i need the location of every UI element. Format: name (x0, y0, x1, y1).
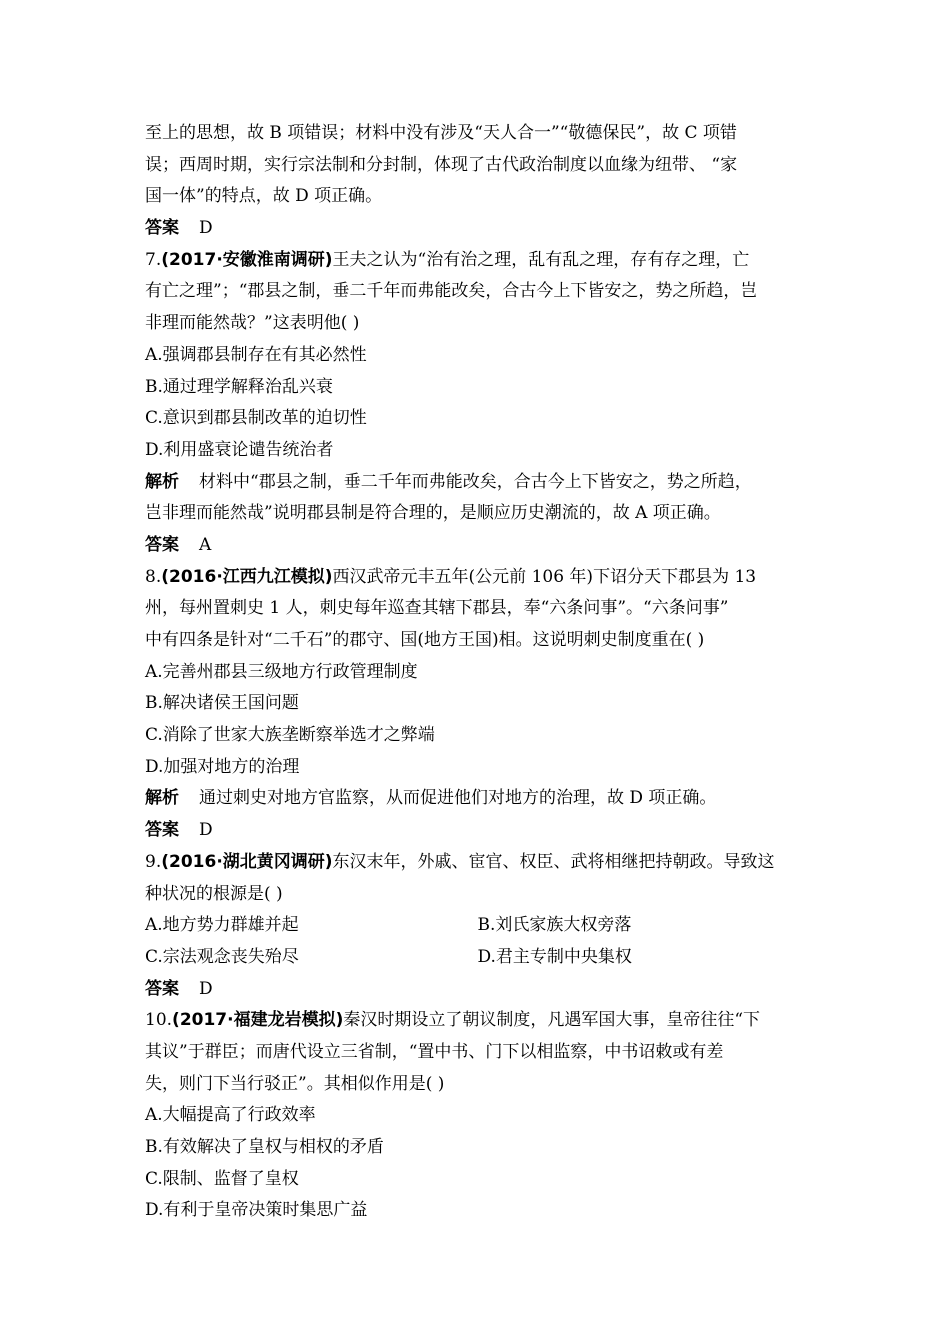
question-source: (2017·安徽淮南调研) (161, 249, 333, 270)
q8-option-a: A.完善州郡县三级地方行政管理制度 (145, 661, 418, 682)
q7-stem-line: 非理而能然哉？”这表明他( ) (145, 313, 360, 334)
question-number: 8. (145, 566, 162, 587)
answer-label: 答案 (145, 218, 179, 239)
q7-analysis-line: 岂非理而能然哉”说明郡县制是符合理的，是顺应历史潮流的，故 A 项正确。 (145, 503, 721, 524)
question-stem: 王夫之认为“治有治之理，乱有乱之理，存有存之理，亡 (332, 249, 750, 270)
q9-option-a: A.地方势力群雄并起 (145, 915, 299, 936)
q7-stem-line: 有亡之理”；“郡县之制，垂二千年而弗能改矣，合古今上下皆安之，势之所趋，岂 (145, 281, 758, 302)
q9-option-c: C.宗法观念丧失殆尽 (145, 946, 299, 967)
question-number: 10. (145, 1010, 173, 1031)
q10-option-d: D.有利于皇帝决策时集思广益 (145, 1200, 368, 1221)
analysis-text: 材料中“郡县之制，垂二千年而弗能改矣，合古今上下皆安之，势之所趋， (199, 471, 752, 492)
q9-options-row (145, 942, 810, 974)
q10-option-a: A.大幅提高了行政效率 (145, 1105, 316, 1126)
answer-value: D (199, 820, 213, 841)
q9-option-d: D.君主专制中央集权 (477, 946, 632, 967)
intro-line: 误；西周时期，实行宗法制和分封制，体现了古代政治制度以血缘为纽带、 “家 (145, 154, 738, 175)
question-source: (2016·湖北黄冈调研) (161, 851, 333, 872)
q10-stem-line: 失，则门下当行驳正”。其相似作用是( ) (145, 1073, 445, 1094)
analysis-label: 解析 (145, 788, 179, 809)
q7-option-d: D.利用盛衰论谴告统治者 (145, 439, 334, 460)
q9-answer (145, 974, 810, 1006)
q6-answer (145, 213, 810, 245)
question-stem: 西汉武帝元丰五年(公元前 106 年)下诏分天下郡县为 13 (332, 566, 757, 587)
q7-option-a: A.强调郡县制存在有其必然性 (145, 344, 367, 365)
q8-stem-line (145, 562, 810, 594)
q8-answer (145, 815, 810, 847)
question-stem: 秦汉时期设立了朝议制度，凡遇军国大事，皇帝往往“下 (343, 1010, 761, 1031)
q10-option-c: C.限制、监督了皇权 (145, 1168, 299, 1189)
analysis-label: 解析 (145, 471, 179, 492)
answer-value: A (199, 534, 212, 555)
answer-value: D (199, 218, 213, 239)
q10-stem-line: 其议”于群臣；而唐代设立三省制，“置中书、门下以相监察，中书诏敕或有差 (145, 1041, 724, 1062)
q9-stem-line: 种状况的根源是( ) (145, 883, 283, 904)
answer-label: 答案 (145, 534, 179, 555)
answer-value: D (199, 978, 213, 999)
q9-option-b: B.刘氏家族大权旁落 (477, 915, 632, 936)
question-number: 9. (145, 851, 162, 872)
q8-option-d: D.加强对地方的治理 (145, 756, 300, 777)
q7-analysis (145, 467, 810, 499)
q7-option-c: C.意识到郡县制改革的迫切性 (145, 408, 367, 429)
q8-stem-line: 中有四条是针对“二千石”的郡守、国(地方王国)相。这说明刺史制度重在( ) (145, 630, 705, 650)
q8-analysis (145, 783, 810, 815)
q10-option-b: B.有效解决了皇权与相权的矛盾 (145, 1137, 384, 1157)
q9-options-row (145, 910, 810, 942)
document-page (145, 118, 810, 1227)
intro-line: 国一体”的特点，故 D 项正确。 (145, 186, 383, 207)
q9-stem-line (145, 847, 810, 879)
q7-stem-line (145, 245, 810, 277)
question-source: (2017·福建龙岩模拟) (172, 1010, 344, 1031)
answer-label: 答案 (145, 978, 179, 999)
analysis-text: 通过刺史对地方官监察，从而促进他们对地方的治理，故 D 项正确。 (199, 788, 717, 809)
q8-option-c: C.消除了世家大族垄断察举选才之弊端 (145, 725, 435, 746)
question-number: 7. (145, 249, 162, 270)
question-stem: 东汉末年，外戚、宦官、权臣、武将相继把持朝政。导致这 (332, 851, 775, 872)
question-source: (2016·江西九江模拟) (161, 566, 333, 587)
q7-answer (145, 530, 810, 562)
q7-option-b: B.通过理学解释治乱兴衰 (145, 376, 333, 397)
intro-line: 至上的思想，故 B 项错误；材料中没有涉及“天人合一”“敬德保民”，故 C 项错 (145, 123, 737, 143)
q8-stem-line: 州，每州置刺史 1 人，刺史每年巡查其辖下郡县，奉“六条问事”。“六条问事” (145, 598, 729, 619)
q8-option-b: B.解决诸侯王国问题 (145, 693, 299, 714)
q10-stem-line (145, 1005, 810, 1037)
answer-label: 答案 (145, 820, 179, 841)
